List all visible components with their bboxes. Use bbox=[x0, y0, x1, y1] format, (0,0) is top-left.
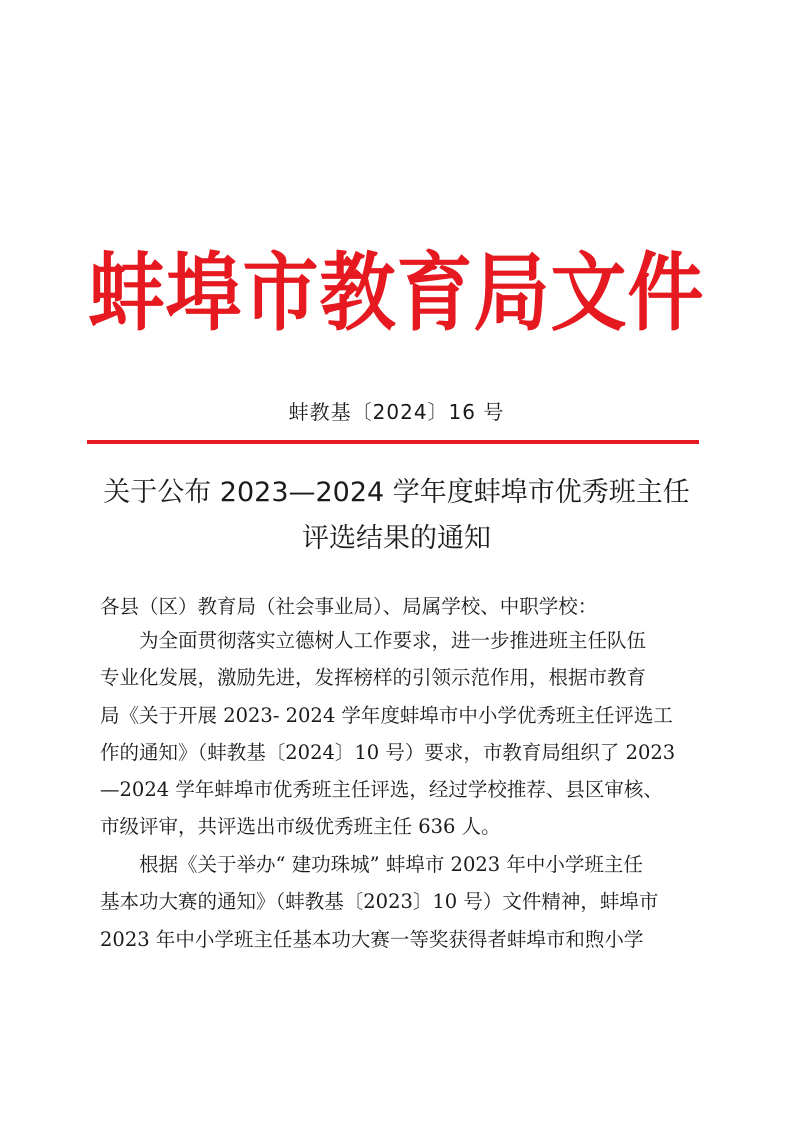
document-number: 蚌教基〔2024〕16 号 bbox=[288, 400, 505, 424]
paragraph-line: 专业化发展，激励先进，发挥榜样的引领示范作用，根据市教育 bbox=[100, 666, 647, 690]
notice-title-line: 关于公布 2023—2024 学年度蚌埠市优秀班主任 bbox=[103, 477, 690, 508]
body-paragraph bbox=[100, 622, 710, 846]
red-divider-rule bbox=[87, 440, 699, 444]
paragraph-line: —2024 学年蚌埠市优秀班主任评选，经过学校推荐、县区审核、 bbox=[100, 778, 663, 802]
notice-title-line: 评选结果的通知 bbox=[302, 523, 491, 554]
paragraph-line: 局《关于开展 2023- 2024 学年度蚌埠市中小学优秀班主任评选工 bbox=[100, 703, 673, 727]
notice-title bbox=[90, 470, 703, 562]
paragraph-line: 作的通知》（蚌教基〔2024〕10 号）要求，市教育局组织了 2023 bbox=[100, 740, 676, 764]
issuing-authority-header: 蚌埠市教育局文件 bbox=[88, 242, 705, 343]
body-paragraph bbox=[100, 846, 710, 958]
salutation: 各县（区）教育局（社会事业局）、局属学校、中职学校： bbox=[100, 595, 598, 618]
paragraph-line: 为全面贯彻落实立德树人工作要求，进一步推进班主任队伍 bbox=[100, 629, 647, 652]
paragraph-line: 根据《关于举办“ 建功珠城” 蚌埠市 2023 年中小学班主任 bbox=[100, 853, 643, 876]
paragraph-line: 2023 年中小学班主任基本功大赛一等奖获得者蚌埠市和煦小学 bbox=[100, 927, 644, 951]
paragraph-line: 基本功大赛的通知》（蚌教基〔2023〕10 号）文件精神，蚌埠市 bbox=[100, 890, 659, 914]
paragraph-line: 市级评审，共评选出市级优秀班主任 636 人。 bbox=[100, 815, 501, 839]
